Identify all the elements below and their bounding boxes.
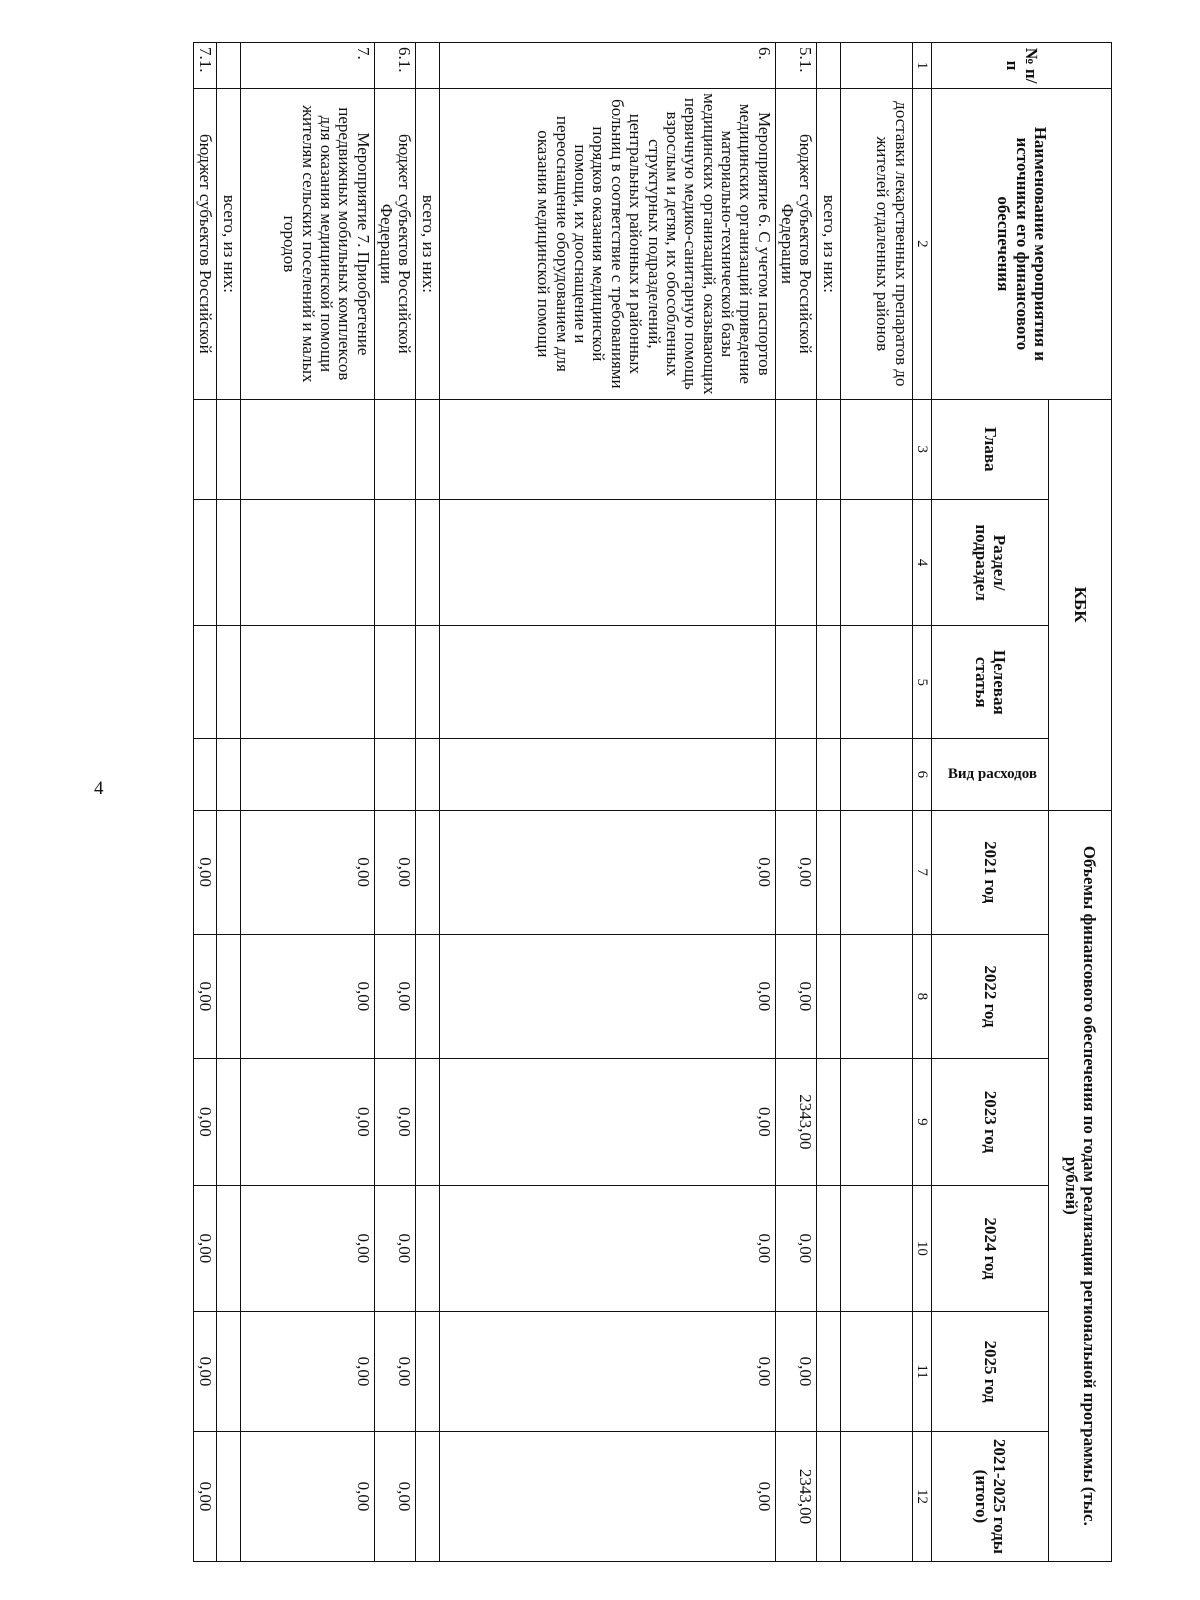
col-number: 11 [912,1312,931,1432]
header-num: № п/п [932,43,1112,89]
kbk-cell [193,626,216,739]
kbk-cell [817,499,840,626]
row-index: 5.1. [775,43,817,89]
kbk-cell [217,626,240,739]
value-2024: 0,00 [439,1185,775,1312]
col-number: 5 [912,626,931,739]
header-year-total: 2021-2025 годы (итого) [932,1431,1049,1561]
table-row [240,43,374,1562]
kbk-cell [240,399,374,499]
kbk-cell [439,626,775,739]
kbk-cell [439,399,775,499]
row-name: бюджет субъектов Российской Федерации [374,89,416,400]
kbk-cell [817,399,840,499]
value-2025: 0,00 [240,1312,374,1432]
header-name: Наименование мероприятия и источники его финансового обеспечения [932,89,1112,400]
value-2022: 0,00 [374,934,416,1058]
table-row [374,43,416,1562]
kbk-cell [374,739,416,810]
value-2023: 0,00 [374,1059,416,1186]
col-number: 12 [912,1431,931,1561]
header-kbk-vid-text: Вид расходов [947,766,1037,783]
kbk-cell [240,739,374,810]
value-total: 0,00 [193,1431,216,1561]
financing-table [193,42,1112,1562]
header-kbk-glava: Глава [932,399,1049,499]
row-name: бюджет субъектов Российской [193,89,216,400]
table-row [217,43,240,1562]
table-row [840,43,912,1562]
value-2023 [217,1059,240,1186]
kbk-cell [374,626,416,739]
kbk-cell [817,626,840,739]
value-2022: 0,00 [193,934,216,1058]
kbk-cell [374,499,416,626]
kbk-cell [416,626,439,739]
kbk-cell [840,739,912,810]
kbk-cell [240,499,374,626]
table-row [775,43,817,1562]
kbk-cell [416,399,439,499]
value-2022: 0,00 [240,934,374,1058]
value-2022 [416,934,439,1058]
value-2024 [817,1185,840,1312]
row-index: 7. [240,43,374,89]
value-2024 [840,1185,912,1312]
value-2021: 0,00 [439,810,775,934]
value-2021 [217,810,240,934]
header-year-2021: 2021 год [932,810,1049,934]
value-2023: 0,00 [193,1059,216,1186]
col-number: 10 [912,1185,931,1312]
header-kbk: КБК [1049,399,1112,810]
row-name: Мероприятие 7. Приобретение передвижных мобильных комплексов для оказания медицинской помощи жителям сельских поселений и малых городов [240,89,374,400]
header-year-2024: 2024 год [932,1185,1049,1312]
value-2025: 0,00 [193,1312,216,1432]
value-2023: 2343,00 [775,1059,817,1186]
kbk-cell [439,499,775,626]
value-total [840,1431,912,1561]
value-total [416,1431,439,1561]
row-name: Мероприятие 6. С учетом паспортов медицинских организаций приведение материально-технической базы медицинских организаций, оказывающих первичную медико-санитарную помощь взрослым и детям, их обособленных структурных подразделений, центральных районных и районных больниц в соответствие с требованиями порядков оказания медицинской помощи, их дооснащение и переоснащение оборудованием для оказания медицинской помощи [439,89,775,400]
value-2023 [840,1059,912,1186]
kbk-cell [193,499,216,626]
value-2023: 0,00 [240,1059,374,1186]
kbk-cell [193,399,216,499]
value-2021: 0,00 [193,810,216,934]
col-number: 7 [912,810,931,934]
header-year-2025: 2025 год [932,1312,1049,1432]
kbk-cell [817,739,840,810]
value-2022: 0,00 [775,934,817,1058]
table-row [193,43,216,1562]
row-name: всего, из них: [416,89,439,400]
value-2022 [217,934,240,1058]
kbk-cell [217,399,240,499]
kbk-cell [840,499,912,626]
kbk-cell [775,739,817,810]
value-total: 2343,00 [775,1431,817,1561]
budget-table-sheet [122,42,1112,1562]
kbk-cell [416,739,439,810]
value-2024 [217,1185,240,1312]
value-2025: 0,00 [439,1312,775,1432]
row-name: всего, из них: [817,89,840,400]
header-volumes: Объемы финансового обеспечения по годам реализации региональной программы (тыс. рублей) [1049,810,1112,1561]
value-2025 [217,1312,240,1432]
header-kbk-vid [932,739,1049,810]
header-year-2023: 2023 год [932,1059,1049,1186]
row-index [840,43,912,89]
value-2022: 0,00 [439,934,775,1058]
table-row [817,43,840,1562]
value-total: 0,00 [439,1431,775,1561]
row-name: доставки лекарственных препаратов до жителей отдаленных районов [840,89,912,400]
col-number: 8 [912,934,931,1058]
value-2025: 0,00 [775,1312,817,1432]
kbk-cell [240,626,374,739]
row-index [416,43,439,89]
value-2021: 0,00 [374,810,416,934]
kbk-cell [840,399,912,499]
row-name: бюджет субъектов Российской Федерации [775,89,817,400]
header-year-2022: 2022 год [932,934,1049,1058]
value-2022 [840,934,912,1058]
col-number: 2 [912,89,931,400]
value-2022 [817,934,840,1058]
value-2021 [840,810,912,934]
value-2025 [840,1312,912,1432]
value-2025 [416,1312,439,1432]
value-2021 [817,810,840,934]
table-row [439,43,775,1562]
kbk-cell [840,626,912,739]
table-row [416,43,439,1562]
kbk-cell [416,499,439,626]
value-2021 [416,810,439,934]
value-2024: 0,00 [374,1185,416,1312]
row-index: 6.1. [374,43,416,89]
header-kbk-razdel: Раздел/ подраздел [932,499,1049,626]
kbk-cell [775,499,817,626]
value-2023 [817,1059,840,1186]
row-index: 6. [439,43,775,89]
page-number: 4 [94,778,104,799]
kbk-cell [217,739,240,810]
kbk-cell [193,739,216,810]
value-total [217,1431,240,1561]
header-kbk-celevaya: Целевая статья [932,626,1049,739]
row-index: 7.1. [193,43,216,89]
kbk-cell [217,499,240,626]
kbk-cell [374,399,416,499]
row-index [217,43,240,89]
value-2024: 0,00 [240,1185,374,1312]
value-2021: 0,00 [240,810,374,934]
value-2024: 0,00 [193,1185,216,1312]
value-total: 0,00 [374,1431,416,1561]
col-number: 4 [912,499,931,626]
value-2023: 0,00 [439,1059,775,1186]
value-total [817,1431,840,1561]
kbk-cell [439,739,775,810]
value-2025: 0,00 [374,1312,416,1432]
kbk-cell [775,626,817,739]
value-2021: 0,00 [775,810,817,934]
row-index [817,43,840,89]
col-number: 9 [912,1059,931,1186]
col-number: 1 [912,43,931,89]
col-number: 6 [912,739,931,810]
value-total: 0,00 [240,1431,374,1561]
value-2023 [416,1059,439,1186]
col-number: 3 [912,399,931,499]
kbk-cell [775,399,817,499]
value-2024: 0,00 [775,1185,817,1312]
value-2024 [416,1185,439,1312]
value-2025 [817,1312,840,1432]
row-name: всего, из них: [217,89,240,400]
